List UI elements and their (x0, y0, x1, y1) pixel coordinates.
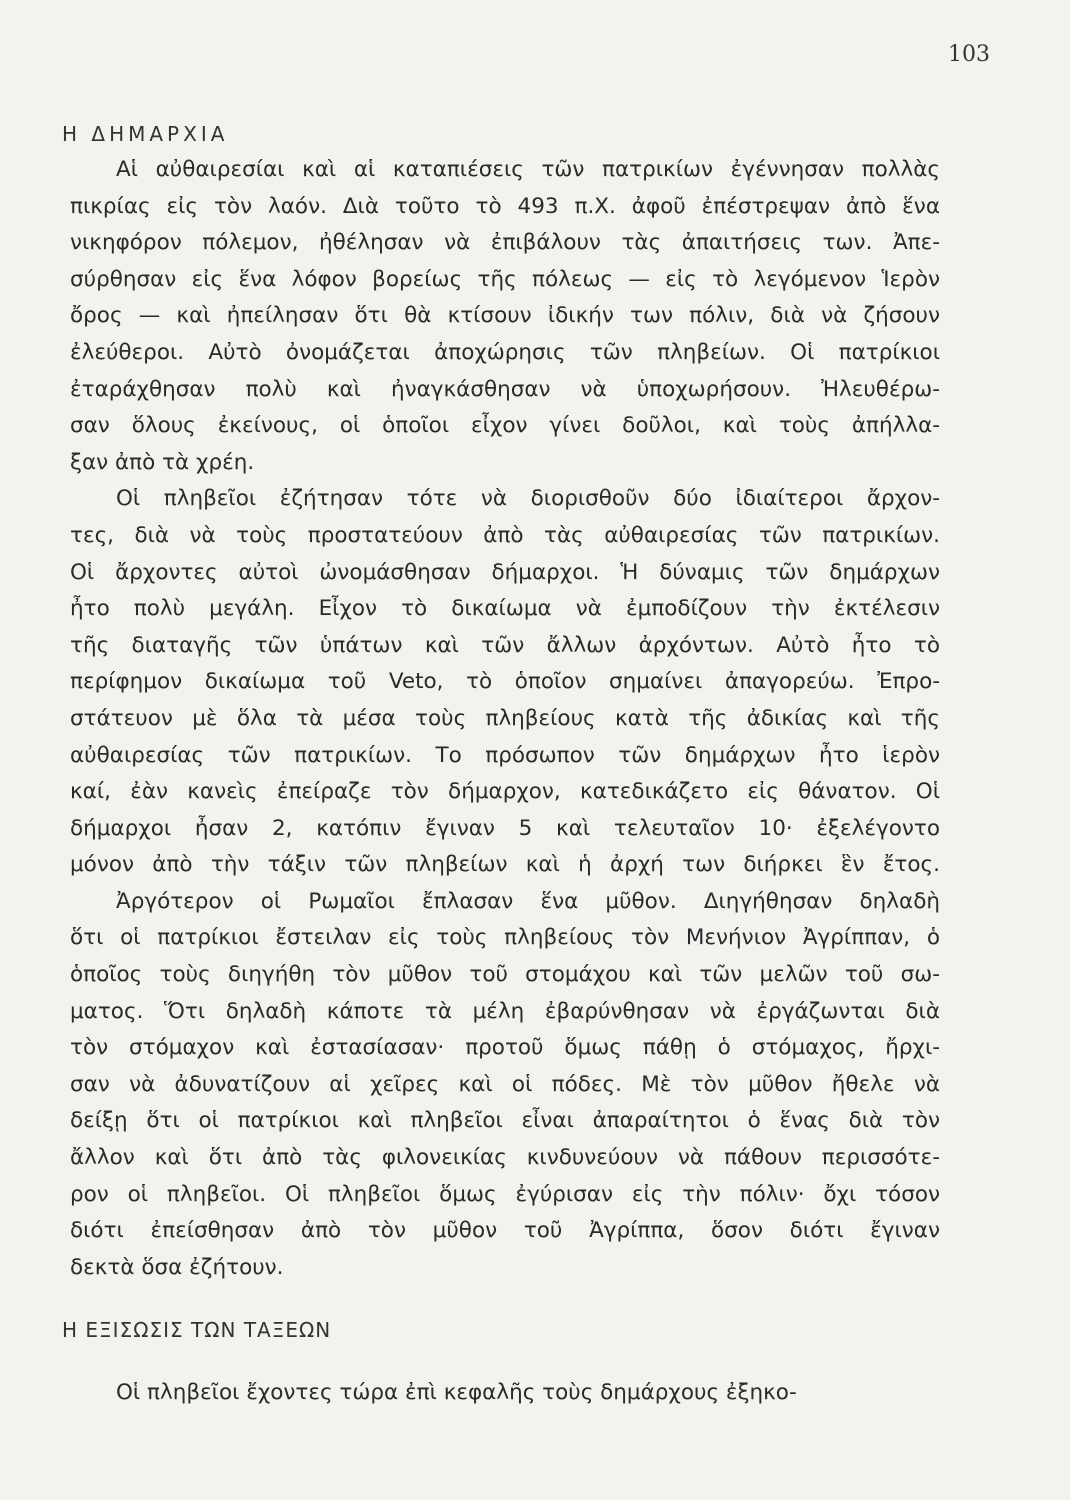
text-line: ὄρος — καὶ ἠπείλησαν ὅτι θὰ κτίσουν ἰδικήν των πόλιν, διὰ νὰ ζήσουν (70, 303, 940, 329)
text-line: ρον οἱ πληβεῖοι. Οἱ πληβεῖοι ὅμως ἐγύρισαν εἰς τὴν πόλιν· ὄχι τόσον (70, 1181, 940, 1207)
text-line: ὅτι οἱ πατρίκιοι ἔστειλαν εἰς τοὺς πληβείους τὸν Μενήνιον Ἀγρίππαν, ὁ (70, 925, 940, 951)
text-line: ἄλλον καὶ ὅτι ἀπὸ τὰς φιλονεικίας κινδυνεύουν νὰ πάθουν περισσότε- (70, 1145, 940, 1171)
section-body-exisosis (70, 1375, 940, 1412)
page-number: 103 (948, 42, 990, 67)
text-line: Ἀργότερον οἱ Ρωμαῖοι ἔπλασαν ἕνα μῦθον. Διηγήθησαν δηλαδὴ (116, 888, 940, 914)
text-line: δεκτὰ ὅσα ἐζήτουν. (70, 1254, 284, 1280)
text-line: πικρίας εἰς τὸν λαόν. Διὰ τοῦτο τὸ 493 π.Χ. ἀφοῦ ἐπέστρεψαν ἀπὸ ἕνα (70, 193, 940, 219)
text-line: περίφημον δικαίωμα τοῦ Veto, τὸ ὁποῖον σημαίνει ἀπαγορεύω. Ἐπρο- (70, 669, 940, 695)
text-line: Αἱ αὐθαιρεσίαι καὶ αἱ καταπιέσεις τῶν πατρικίων ἐγέννησαν πολλὰς (116, 157, 940, 182)
text-line: τες, διὰ νὰ τοὺς προστατεύουν ἀπὸ τὰς αὐθαιρεσίας τῶν πατρικίων. (70, 522, 940, 548)
text-line: Οἱ πληβεῖοι ἐζήτησαν τότε νὰ διορισθοῦν δύο ἰδιαίτεροι ἄρχον- (116, 486, 940, 512)
text-line: ματος. Ὅτι δηλαδὴ κάποτε τὰ μέλη ἐβαρύνθησαν νὰ ἐργάζωνται διὰ (70, 998, 940, 1024)
text-line: καί, ἐὰν κανεὶς ἐπείραζε τὸν δήμαρχον, κατεδικάζετο εἰς θάνατον. Οἱ (70, 779, 940, 805)
text-line: τὸν στόμαχον καὶ ἐστασίασαν· προτοῦ ὅμως πάθῃ ὁ στόμαχος, ἤρχι- (70, 1035, 940, 1061)
text-line: ἦτο πολὺ μεγάλη. Εἶχον τὸ δικαίωμα νὰ ἐμποδίζουν τὴν ἐκτέλεσιν (70, 596, 940, 622)
section-heading-dimarchia: Η ΔΗΜΑΡΧΙΑ (62, 122, 229, 146)
section-body-dimarchia (70, 152, 940, 1286)
text-line: ἐλεύθεροι. Αὐτὸ ὀνομάζεται ἀποχώρησις τῶν πληβείων. Οἱ πατρίκιοι (70, 339, 940, 365)
text-line: ξαν ἀπὸ τὰ χρέη. (70, 449, 255, 475)
text-line: διότι ἐπείσθησαν ἀπὸ τὸν μῦθον τοῦ Ἀγρίππα, ὅσον διότι ἔγιναν (70, 1218, 940, 1244)
text-line: ἐταράχθησαν πολὺ καὶ ἠναγκάσθησαν νὰ ὑποχωρήσουν. Ἠλευθέρω- (70, 376, 940, 402)
text-line: μόνον ἀπὸ τὴν τάξιν τῶν πληβείων καὶ ἡ ἀρχή των διήρκει ἓν ἔτος. (70, 852, 940, 878)
text-line: Οἱ ἄρχοντες αὐτοὶ ὠνομάσθησαν δήμαρχοι. Ἡ δύναμις τῶν δημάρχων (70, 559, 940, 585)
text-line: δήμαρχοι ἦσαν 2, κατόπιν ἔγιναν 5 καὶ τελευταῖον 10· ἐξελέγοντο (70, 815, 940, 841)
text-line: αὐθαιρεσίας τῶν πατρικίων. Το πρόσωπον τῶν δημάρχων ἦτο ἱερὸν (70, 742, 940, 768)
text-line: στάτευον μὲ ὅλα τὰ μέσα τοὺς πληβείους κατὰ τῆς ἀδικίας καὶ τῆς (70, 705, 940, 731)
text-line: Οἱ πληβεῖοι ἔχοντες τώρα ἐπὶ κεφαλῆς τοὺς δημάρχους ἐξηκο- (116, 1380, 797, 1405)
text-line: σαν ὅλους ἐκείνους, οἱ ὁποῖοι εἶχον γίνει δοῦλοι, καὶ τοὺς ἀπήλλα- (70, 413, 940, 439)
text-line: ὁποῖος τοὺς διηγήθη τὸν μῦθον τοῦ στομάχου καὶ τῶν μελῶν τοῦ σω- (70, 962, 940, 988)
text-line: σύρθησαν εἰς ἕνα λόφον βορείως τῆς πόλεως — εἰς τὸ λεγόμενον Ἱερὸν (70, 266, 940, 292)
text-line: νικηφόρον πόλεμον, ἠθέλησαν νὰ ἐπιβάλουν τὰς ἀπαιτήσεις των. Ἀπε- (70, 230, 940, 256)
text-line: τῆς διαταγῆς τῶν ὑπάτων καὶ τῶν ἄλλων ἀρχόντων. Αὐτὸ ἦτο τὸ (70, 632, 940, 658)
text-line: σαν νὰ ἀδυνατίζουν αἱ χεῖρες καὶ οἱ πόδες. Μὲ τὸν μῦθον ἤθελε νὰ (70, 1071, 940, 1097)
section-heading-exisosis: Η ΕΞΙΣΩΣΙΣ ΤΩΝ ΤΑΞΕΩΝ (62, 1318, 332, 1342)
text-line: δείξῃ ὅτι οἱ πατρίκιοι καὶ πληβεῖοι εἶναι ἀπαραίτητοι ὁ ἕνας διὰ τὸν (70, 1108, 940, 1134)
